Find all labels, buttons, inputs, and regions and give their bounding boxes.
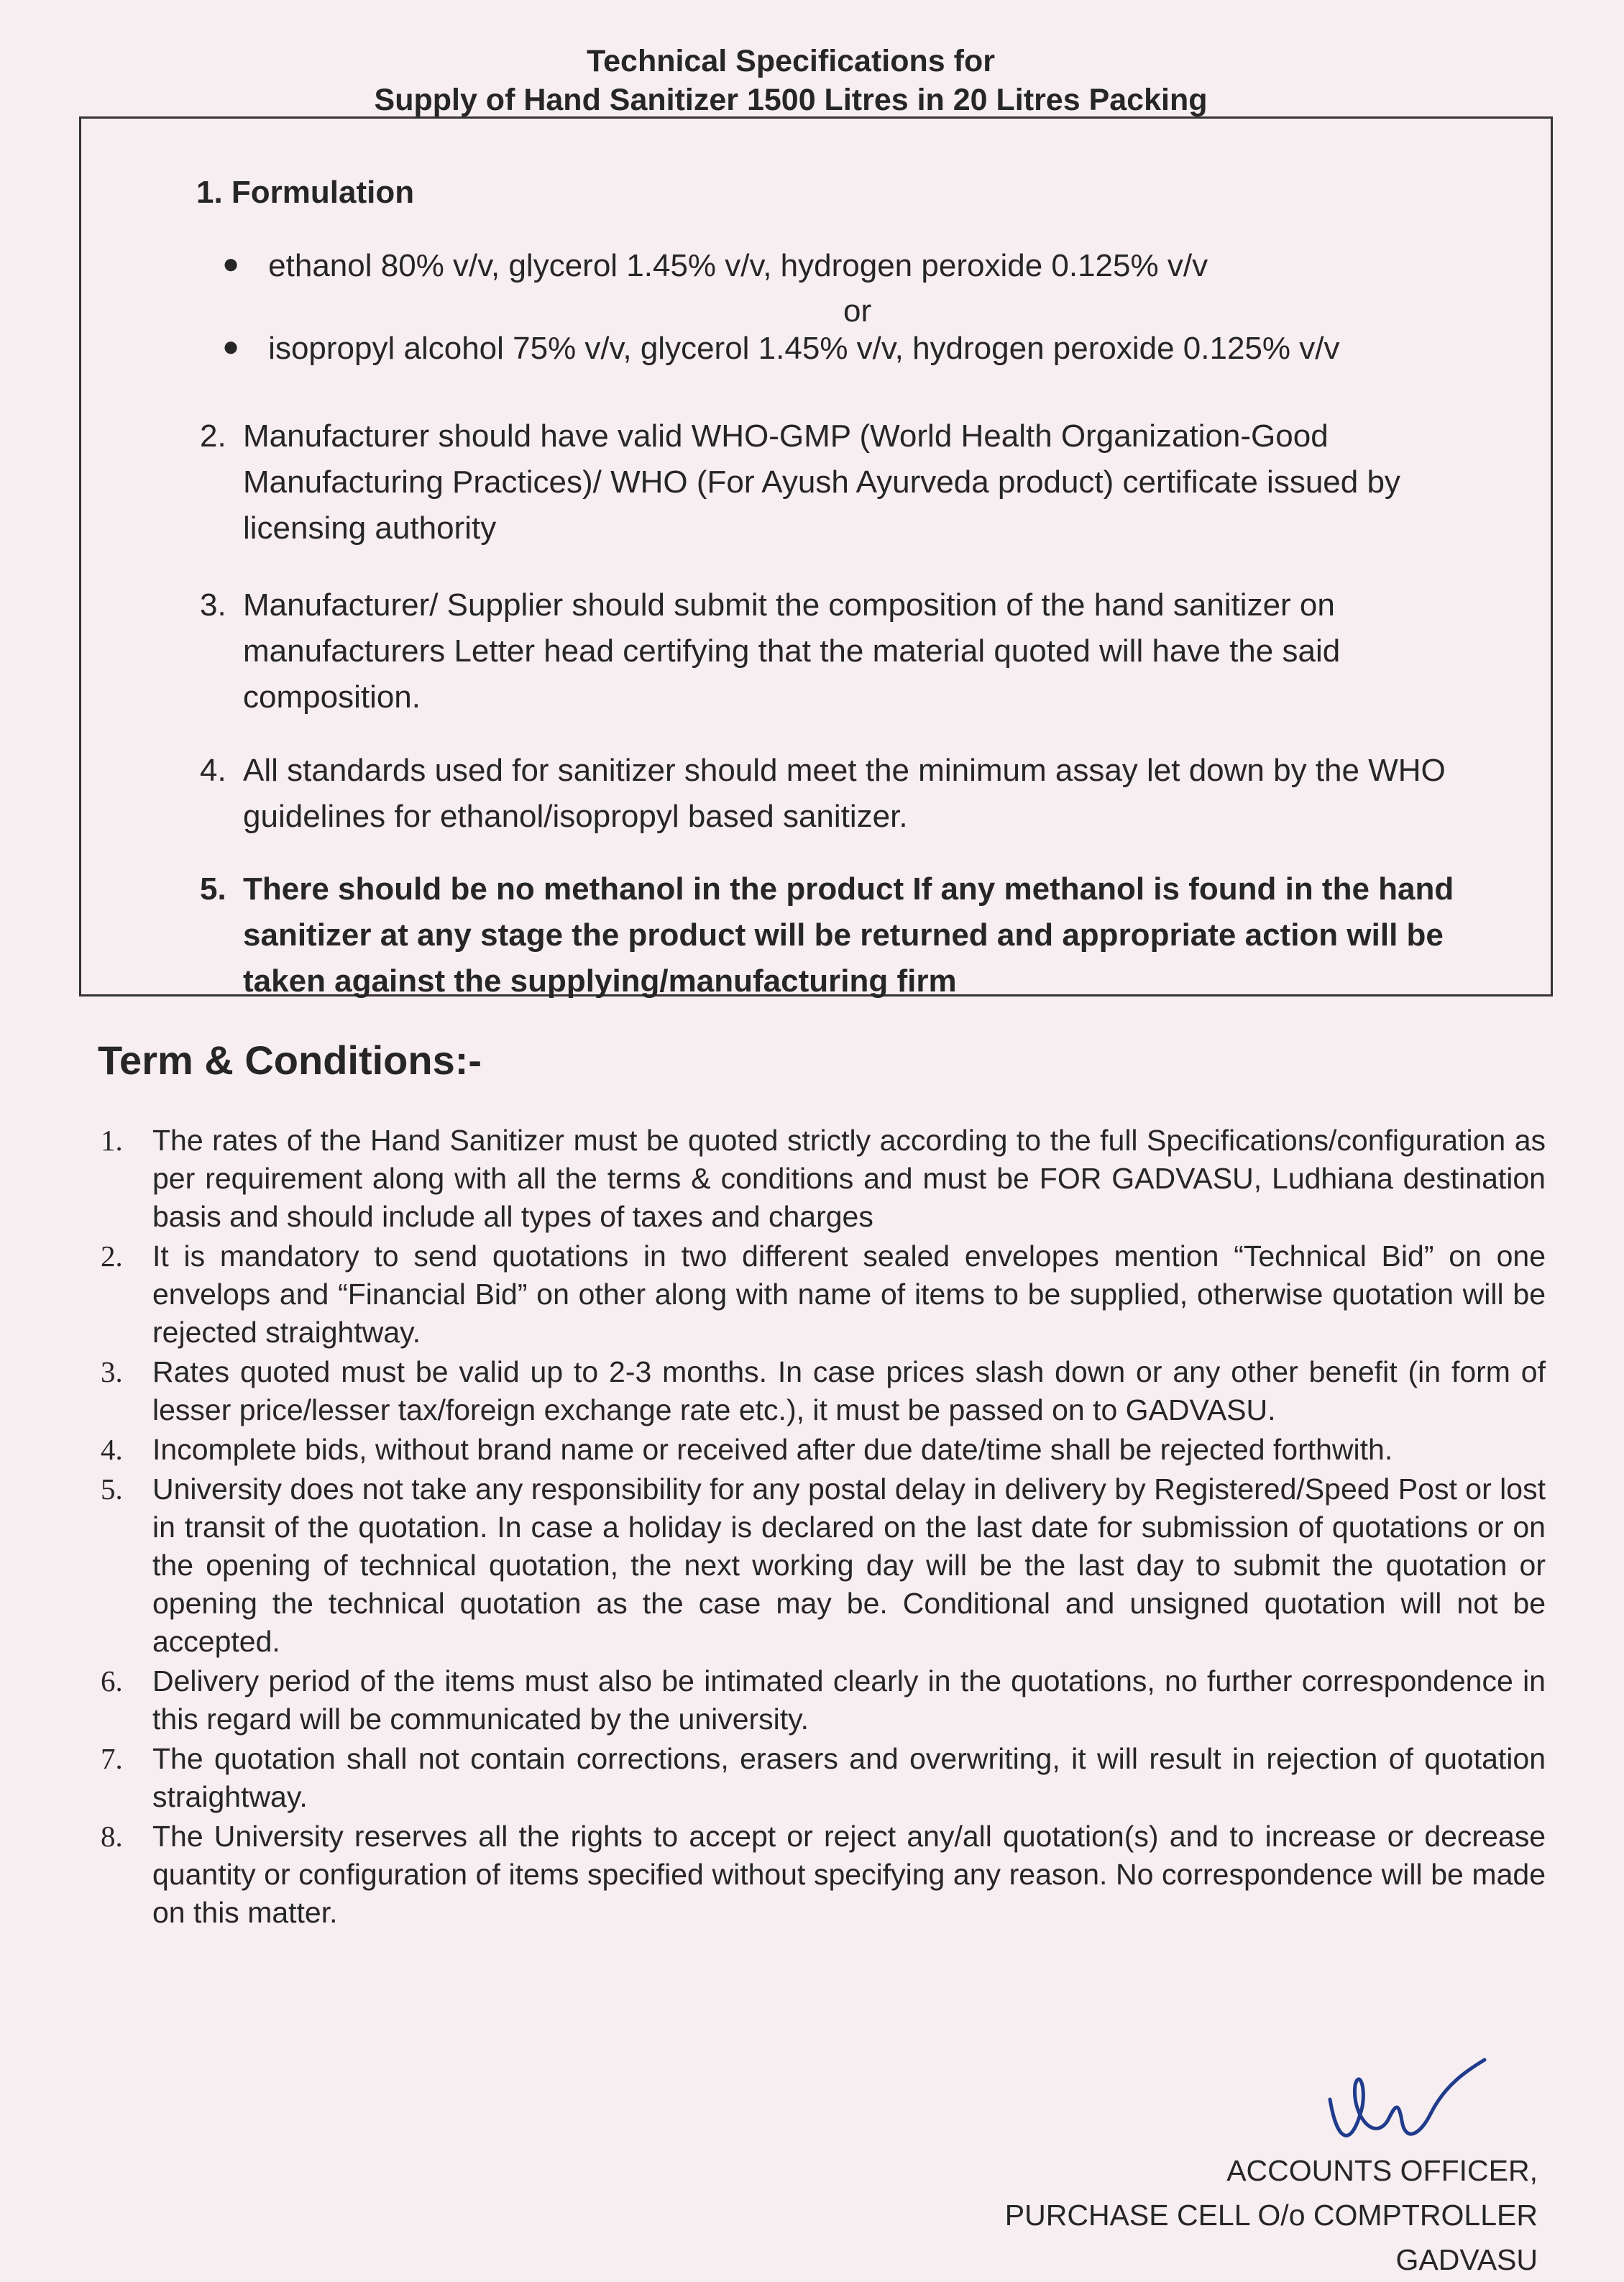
term-text: Rates quoted must be valid up to 2-3 months. In case prices slash down or any other benefit (in form of lesser price/lesser tax/foreign exchange rate etc.), it must be passed on to GADVASU. <box>152 1355 1546 1426</box>
term-item <box>101 1740 1546 1816</box>
term-number: 3. <box>101 1355 123 1388</box>
term-number: 8. <box>101 1820 123 1853</box>
spec-item <box>200 748 1515 840</box>
signatory-organization: GADVASU <box>1395 2243 1538 2276</box>
terms-list <box>101 1122 1546 1933</box>
signatory-title: ACCOUNTS OFFICER, <box>1226 2154 1538 2187</box>
spec-item <box>200 582 1515 720</box>
spec-item-warning <box>200 866 1515 1004</box>
term-item <box>101 1237 1546 1352</box>
spec-item <box>200 413 1515 551</box>
spec-item-text: All standards used for sanitizer should meet the minimum assay let down by the WHO guidelines for ethanol/isopropyl based sanitizer. <box>243 753 1446 834</box>
term-number: 4. <box>101 1433 123 1466</box>
specifications-box <box>79 116 1553 999</box>
term-number: 7. <box>101 1742 123 1775</box>
title-line-1: Technical Specifications for <box>587 44 995 78</box>
formulation-option-1 <box>222 248 1208 284</box>
spec-item-text: Manufacturer/ Supplier should submit the composition of the hand sanitizer on manufacturers Letter head certifying that the material quoted will have the said composition. <box>243 587 1341 715</box>
title-line-2: Supply of Hand Sanitizer 1500 Litres in 20 Litres Packing <box>374 83 1208 117</box>
document-title <box>288 42 1294 119</box>
formulation-option-2 <box>222 331 1339 367</box>
formulation-option-text: ethanol 80% v/v, glycerol 1.45% v/v, hydrogen peroxide 0.125% v/v <box>268 248 1208 283</box>
term-text: Incomplete bids, without brand name or received after due date/time shall be rejected forthwith. <box>152 1433 1393 1466</box>
term-text: It is mandatory to send quotations in two different sealed envelopes mention “Technical Bid” on one envelops and “Financial Bid” on other along with name of items to be supplied, otherwise quotation will be rejected straightway. <box>152 1239 1546 1349</box>
term-text: The rates of the Hand Sanitizer must be quoted strictly according to the full Specifications/configuration as per requirement along with all the terms & conditions and must be FOR GADVASU, Ludhiana destination basis and should include all types of taxes and charges <box>152 1124 1546 1233</box>
formulation-heading: 1. Formulation <box>196 175 415 210</box>
term-number: 2. <box>101 1239 123 1273</box>
term-number: 6. <box>101 1664 123 1697</box>
bullet-icon: ● <box>222 248 240 280</box>
term-text: The University reserves all the rights to accept or reject any/all quotation(s) and to increase or decrease quantity or configuration of items specified without specifying any reason. No correspondence will be made on this matter. <box>152 1820 1546 1929</box>
term-item <box>101 1431 1546 1469</box>
term-number: 5. <box>101 1472 123 1506</box>
bullet-icon: ● <box>222 331 240 362</box>
spec-item-number: 2. <box>200 418 226 454</box>
spec-item-number: 4. <box>200 753 226 788</box>
terms-heading: Term & Conditions:- <box>98 1037 482 1083</box>
term-item <box>101 1470 1546 1661</box>
term-item <box>101 1122 1546 1236</box>
spec-item-number: 3. <box>200 587 226 623</box>
formulation-option-text: isopropyl alcohol 75% v/v, glycerol 1.45% v/v, hydrogen peroxide 0.125% v/v <box>268 331 1340 366</box>
term-text: Delivery period of the items must also be intimated clearly in the quotations, no further correspondence in this regard will be communicated by the university. <box>152 1664 1546 1736</box>
spec-item-text: Manufacturer should have valid WHO-GMP (World Health Organization-Good Manufacturing Practices)/ WHO (For Ayush Ayurveda product) certificate issued by licensing authority <box>243 418 1400 546</box>
term-text: University does not take any responsibility for any postal delay in delivery by Registered/Speed Post or lost in transit of the quotation. In case a holiday is declared on the last date for submission of quotations or on the opening of technical quotation, the next working day will be the last day to submit the quotation or opening the technical quotation as the case may be. Conditional and unsigned quotation will not be accepted. <box>152 1472 1546 1658</box>
signatory-department: PURCHASE CELL O/o COMPTROLLER <box>1004 2199 1538 2232</box>
term-text: The quotation shall not contain corrections, erasers and overwriting, it will result in rejection of quotation straightway. <box>152 1742 1546 1813</box>
term-number: 1. <box>101 1124 123 1157</box>
term-item <box>101 1353 1546 1429</box>
term-item <box>101 1818 1546 1932</box>
term-item <box>101 1662 1546 1738</box>
spec-item-number: 5. <box>200 871 226 907</box>
handwritten-signature <box>1323 2056 1488 2157</box>
signatory-block <box>1005 2148 1538 2282</box>
spec-item-text: There should be no methanol in the product If any methanol is found in the hand sanitizer at any stage the product will be returned and appropriate action will be taken against the supplying/manufacturing firm <box>243 871 1454 999</box>
or-separator: or <box>843 293 872 329</box>
